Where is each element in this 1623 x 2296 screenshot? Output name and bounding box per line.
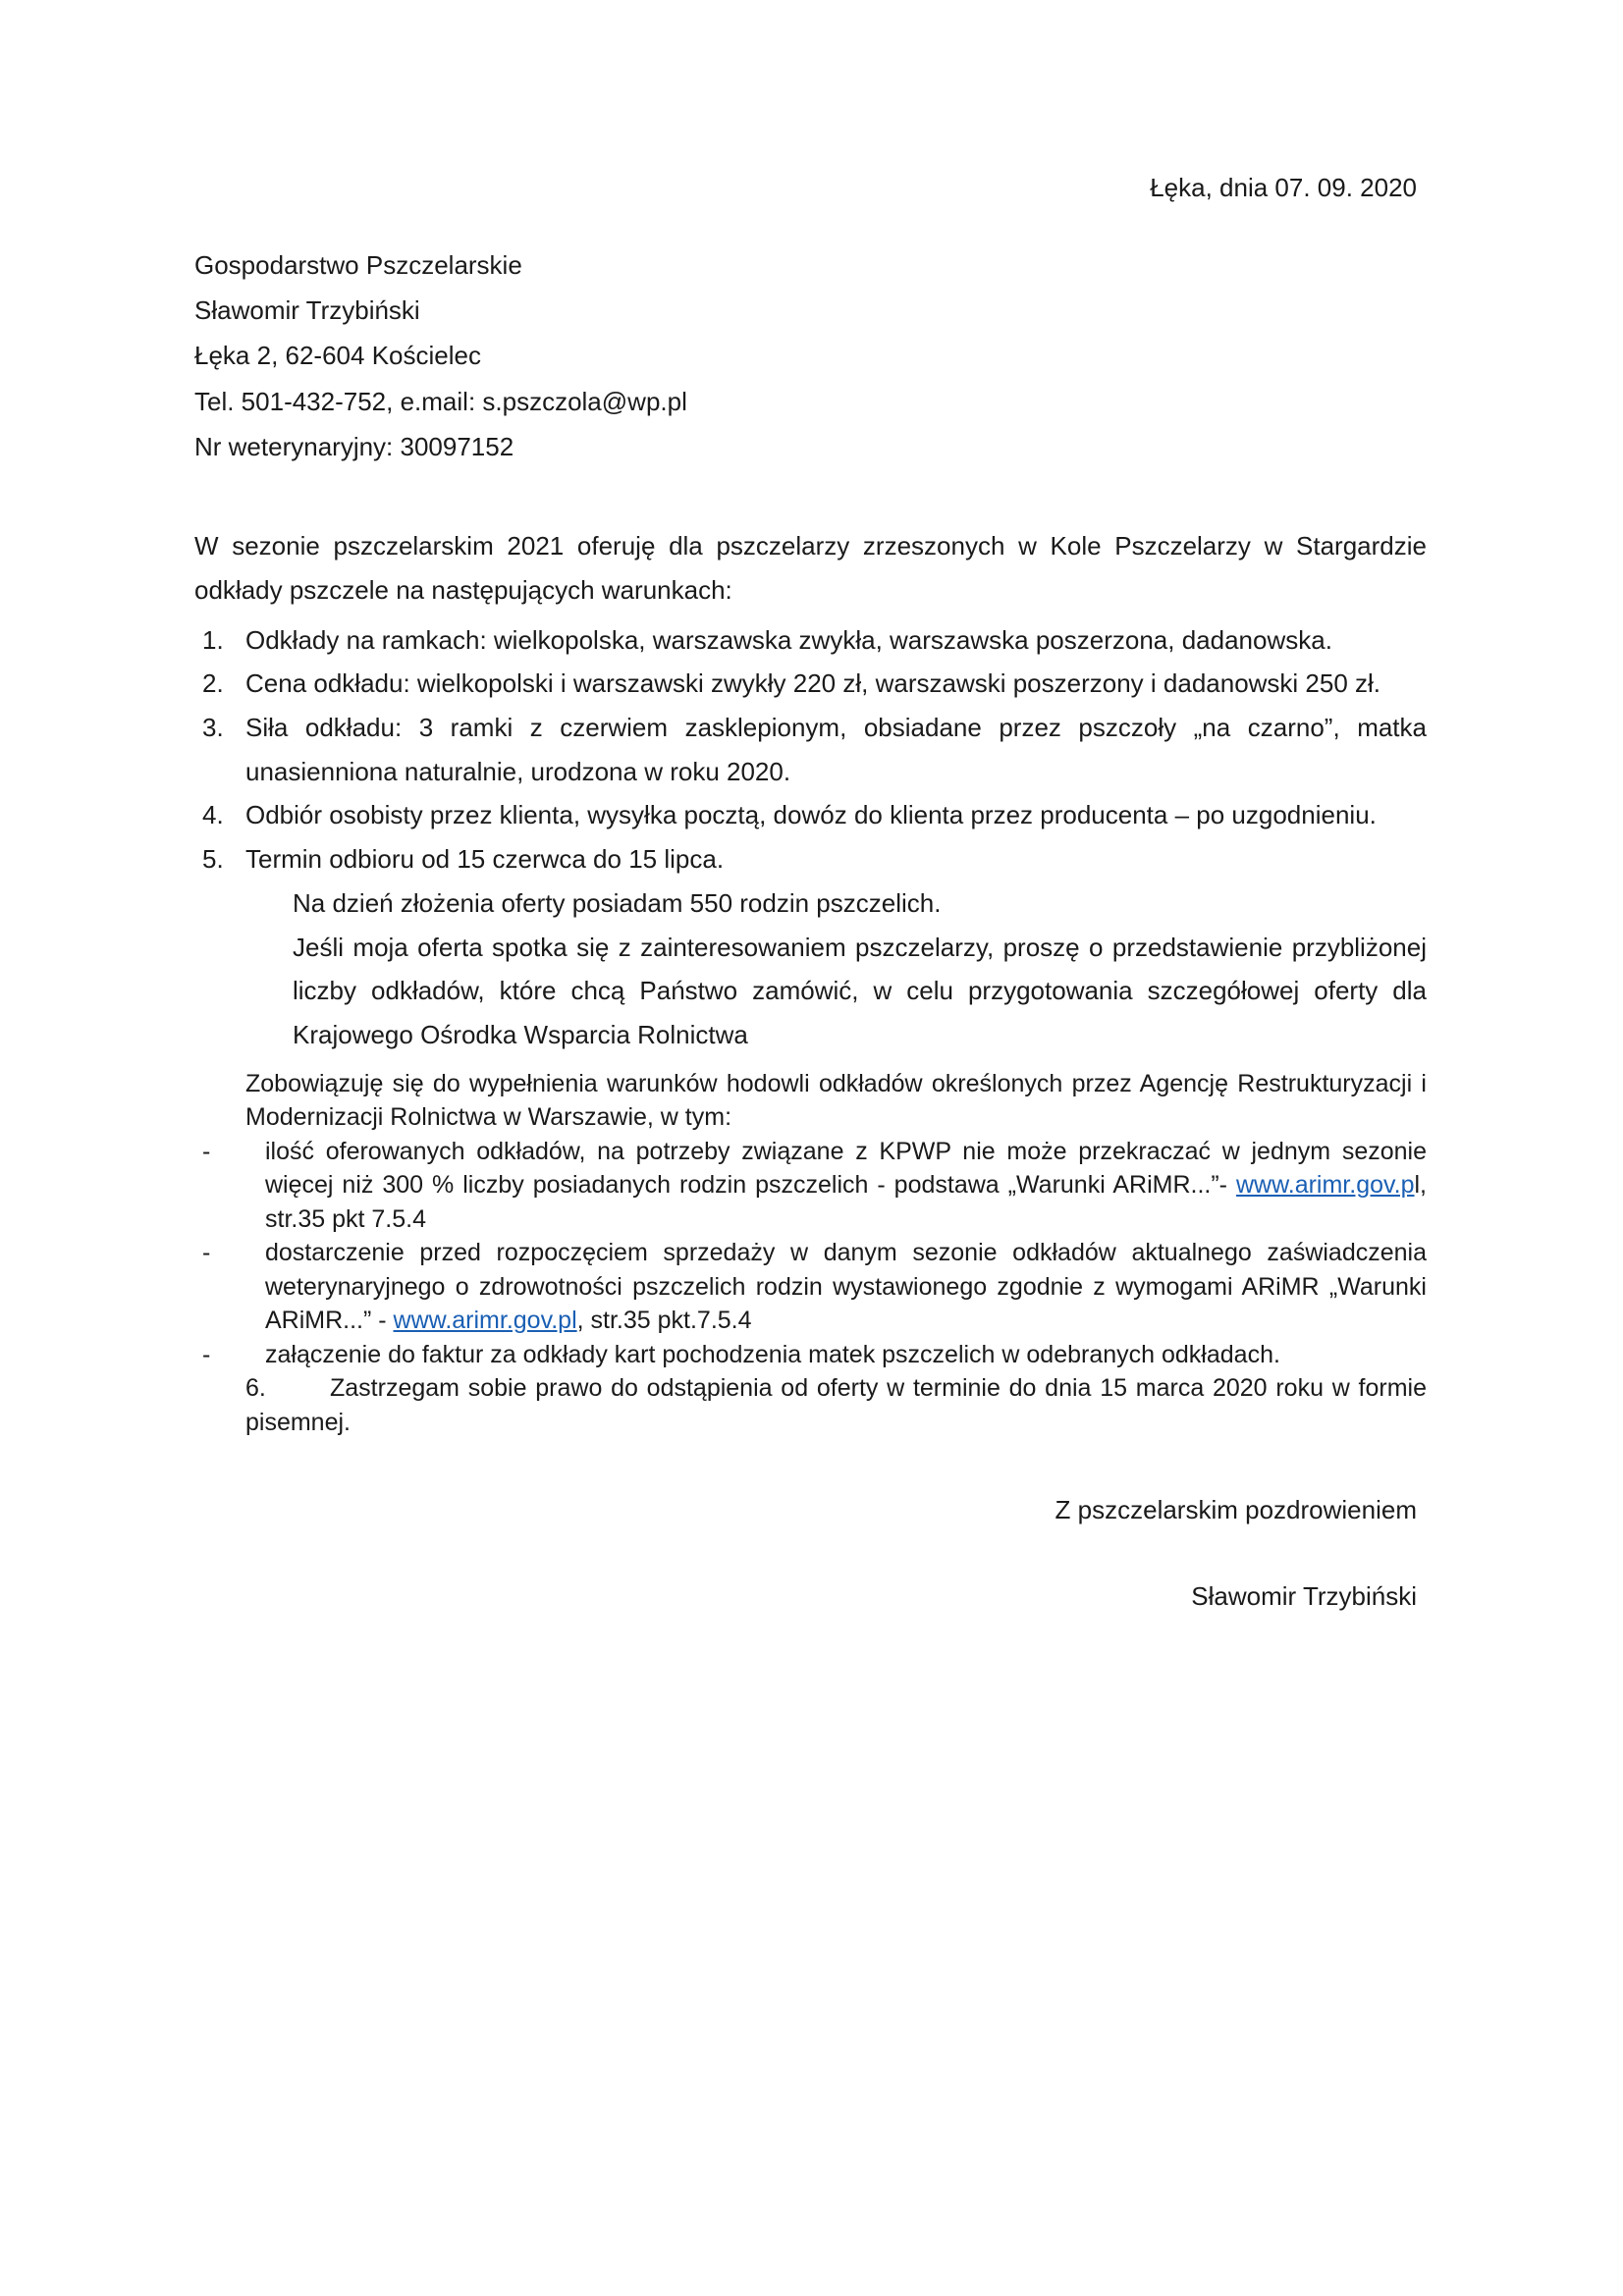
terms-list-item: Cena odkładu: wielkopolski i warszawski zwykły 220 zł, warszawski poszerzony i dadanowski 250 zł.: [245, 668, 1381, 699]
indented-paragraph-request: Jeśli moja oferta spotka się z zainteresowaniem pszczelarzy, proszę o przedstawienie przybliżonej liczby odkładów, które chcą Państwo zamówić, w celu przygotowania szczegółowej oferty dla Krajowego Ośrodka Wsparcia Rolnictwa: [293, 932, 1427, 1050]
date-line: Łęka, dnia 07. 09. 2020: [1150, 173, 1417, 202]
terms-list-item: Siła odkładu: 3 ramki z czerwiem zasklepionym, obsiadane przez pszczoły „na czarno”, matka unasienniona naturalnie, urodzona w roku 2020.: [245, 713, 1427, 786]
dash-item-queen-cards: [194, 1338, 1427, 1372]
dash-item-text-after: , str.35 pkt.7.5.4: [576, 1307, 752, 1335]
final-point-text: Zastrzegam sobie prawo do odstąpienia od oferty w terminie do dnia 15 marca 2020 roku w formie pisemnej.: [245, 1374, 1427, 1436]
dash-item-text-before: załączenie do faktur za odkłady kart pochodzenia matek pszczelich w odebranych odkładach.: [265, 1340, 1280, 1368]
terms-list-item: Termin odbioru od 15 czerwca do 15 lipca.: [245, 844, 725, 875]
dash-item-text-before: dostarczenie przed rozpoczęciem sprzedaży w danym sezonie odkładów aktualnego zaświadczenia weterynaryjnego o zdrowotności pszczelich rodzin wystawionego zgodnie z wymogami ARiMR „Warunki ARiMR...” -: [265, 1239, 1427, 1335]
sender-line-vet-number: Nr weterynaryjny: 30097152: [194, 431, 514, 461]
sender-line-organization: Gospodarstwo Pszczelarskie: [194, 249, 522, 280]
arimr-link[interactable]: www.arimr.gov.p: [1235, 1171, 1415, 1200]
final-point: [194, 1371, 1427, 1439]
sender-line-name: Sławomir Trzybiński: [194, 295, 420, 326]
terms-list-item: Odbiór osobisty przez klienta, wysyłka pocztą, dowóz do klienta przez producenta – po uzgodnieniu.: [245, 800, 1377, 830]
dash-item-text-after: l, str.35 pkt 7.5.4: [265, 1171, 1427, 1233]
indented-paragraph-stock: Na dzień złożenia oferty posiadam 550 rodzin pszczelich.: [293, 887, 942, 918]
sender-line-address: Łęka 2, 62-604 Kościelec: [194, 341, 481, 371]
closing-signature: Sławomir Trzybiński: [1191, 1581, 1417, 1612]
terms-list-item: Odkłady na ramkach: wielkopolska, warszawska zwykła, warszawska poszerzona, dadanowska.: [245, 624, 1332, 655]
dash-item-text-before: ilość oferowanych odkładów, na potrzeby związane z KPWP nie może przekraczać w jednym sezonie więcej niż 300 % liczby posiadanych rodzin pszczelich - podstawa „Warunki ARiMR...”-: [265, 1137, 1427, 1200]
final-point-number: 6.: [245, 1374, 266, 1403]
dash-item-quantity-limit: [194, 1135, 1427, 1237]
intro-paragraph: W sezonie pszczelarskim 2021 oferuję dla pszczelarzy zrzeszonych w Kole Pszczelarzy w Stargardzie odkłady pszczele na następujących warunkach:: [194, 531, 1427, 605]
dash-item-vet-certificate: [194, 1236, 1427, 1338]
closing-greeting: Z pszczelarskim pozdrowieniem: [1055, 1495, 1417, 1525]
obligation-intro: Zobowiązuję się do wypełnienia warunków hodowli odkładów określonych przez Agencję Restrukturyzacji i Modernizacji Rolnictwa w Warszawie, w tym:: [245, 1069, 1427, 1132]
terms-list: [194, 618, 1427, 881]
sender-line-contact: Tel. 501-432-752, e.mail: s.pszczola@wp.pl: [194, 386, 687, 416]
arimr-link[interactable]: www.arimr.gov.pl: [393, 1307, 577, 1335]
sender-block: [194, 242, 1427, 469]
closing-block: [194, 1494, 1427, 1614]
